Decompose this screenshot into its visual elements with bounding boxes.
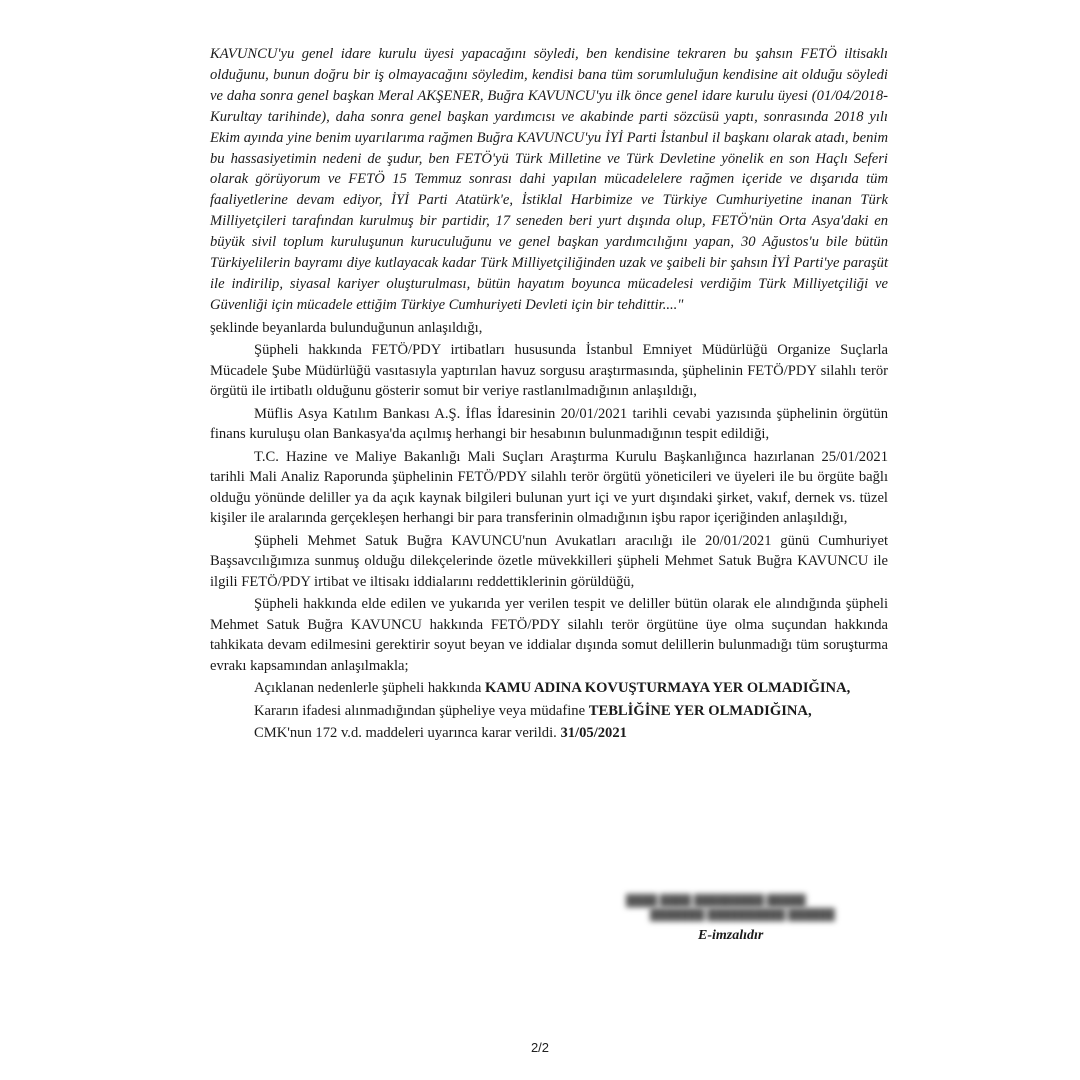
verdict-notification-decision: TEBLİĞİNE YER OLMADIĞINA,	[588, 702, 812, 719]
paragraph-evidence-assessment: Şüpheli hakkında elde edilen ve yukarıda yer verilen tespit ve deliller bütün olarak ele alındığında şüpheli Mehmet Satuk Buğra KAVUNCU hakkında FETÖ/PDY silahlı terör örgütüne üye olma suçundan hakkında tahkikata devam edilmesini gerektirir soyut beyan ve iddialar dışında somut delillerin bulunmadığı tüm soruşturma evrakı kapsamından anlaşılmakla;	[210, 596, 888, 674]
verdict-non-prosecution	[210, 678, 888, 699]
closing-text: CMK'nun 172 v.d. maddeleri uyarınca karar verildi.	[254, 725, 561, 742]
paragraph-financial-report: T.C. Hazine ve Maliye Bakanlığı Mali Suçları Araştırma Kurulu Başkanlığınca hazırlanan 25/01/2021 tarihli Mali Analiz Raporunda şüphelinin FETÖ/PDY silahlı terör örgütü yöneticileri ve üyeleri ile bu örgüte bağlı olduğu yönünde deliller ya da açık kaynak bilgileri bulunan yurt içi ve yurt dışındaki şirket, vakıf, dernek vs. tüzel kişiler ile aralarında gerçekleşen herhangi bir para transferinin olmadığının işbu rapor içeriğinden anlaşıldığı,	[210, 448, 888, 527]
verdict-non-prosecution-text: Açıklanan nedenlerle şüpheli hakkında	[254, 680, 485, 697]
verdict-non-prosecution-decision: KAMU ADINA KOVUŞTURMAYA YER OLMADIĞINA,	[485, 680, 851, 697]
statement-conclusion: şeklinde beyanlarda bulunduğunun anlaşıldığı,	[210, 319, 483, 336]
redacted-signatory-name: ████ ████ █████████ █████	[626, 895, 806, 907]
closing-line	[210, 723, 888, 744]
paragraph-bank-records: Müflis Asya Katılım Bankası A.Ş. İflas İdaresinin 20/01/2021 tarihli cevabi yazısında şüphelinin örgütün finans kuruluşu olan Bankasya'da açılmış herhangi bir hesabının bulunmadığının tespit edildiği,	[210, 405, 888, 443]
signature-block	[620, 894, 870, 944]
redacted-signatory-title: ███████ ██████████ ██████	[650, 909, 835, 921]
verdict-notification	[210, 701, 888, 722]
paragraph-police-inquiry: Şüpheli hakkında FETÖ/PDY irtibatları hususunda İstanbul Emniyet Müdürlüğü Organize Suçlarla Mücadele Şube Müdürlüğü vasıtasıyla yaptırılan havuz sorgusu araştırmasında, şüphelinin FETÖ/PDY silahlı terör örgütü ile irtibatlı olduğunu gösterir somut bir veriye rastlanılmadığının anlaşıldığı,	[210, 342, 888, 400]
document-body	[210, 44, 888, 744]
verdict-notification-text: Kararın ifadesi alınmadığından şüpheliye veya müdafine	[254, 702, 589, 719]
decision-date: 31/05/2021	[560, 725, 627, 742]
e-signed-label: E-imzalıdır	[698, 928, 764, 943]
statement-quote: KAVUNCU'yu genel idare kurulu üyesi yapacağını söyledi, ben kendisine tekraren bu şahsın FETÖ iltisaklı olduğunu, bunun doğru bir iş olmayacağını söyledim, kendisi bana tüm sorumluluğun kendisine ait olduğu söyledi ve daha sonra genel başkan Meral AKŞENER, Buğra KAVUNCU'yu ilk önce genel idare kurulu üyesi (01/04/2018-Kurultay tarihinde), daha sonra genel başkan yardımcısı ve akabinde parti sözcüsü yaptı, sonrasında 2018 yılı Ekim ayında yine benim uyarılarıma rağmen Buğra KAVUNCU'yu İYİ Parti İstanbul il başkanı olarak atadı, benim bu hassasiyetimin nedeni de şudur, ben FETÖ'yü Türk Milletine ve Türk Devletine yönelik en son Haçlı Seferi olarak görüyorum ve FETÖ 15 Temmuz sonrası dahi yapılan mücadelelere rağmen içeride ve dışarıda tüm faaliyetlerine devam ediyor, İYİ Parti Atatürk'e, İstiklal Harbimize ve Türkiye Cumhuriyetine inanan Türk Milliyetçileri tarafından kurulmuş bir partidir, 17 seneden beri yurt dışında olup, FETÖ'nün Orta Asya'daki en büyük sivil toplum kuruluşunun kuruculuğunu ve genel başkan yardımcılığını yapan, 30 Ağustos'u bile bütün Türkiyelilerin bayramı diye kutlayacak kadar Türk Milliyetçiliğinden uzak ve şaibeli bir şahsın İYİ Parti'ye paraşüt ile indirilip, siyasal kariyer oluşturulması, bütün hayatım boyunca mücadelesi verdiğim Türk Milliyetçiliği ve Güvenliği için mücadele ettiğim Türkiye Cumhuriyeti Devleti için bir tehdittir...."	[210, 46, 888, 313]
paragraph-lawyer-petition: Şüpheli Mehmet Satuk Buğra KAVUNCU'nun Avukatları aracılığı ile 20/01/2021 günü Cumhuriyet Başsavcılığımıza sunmuş olduğu dilekçelerinde özetle müvekkilleri şüpheli Mehmet Satuk Buğra KAVUNCU ile ilgili FETÖ/PDY irtibat ve iltisakı iddialarını reddettiklerinin görüldüğü,	[210, 532, 888, 590]
page-number: 2/2	[530, 1040, 550, 1055]
